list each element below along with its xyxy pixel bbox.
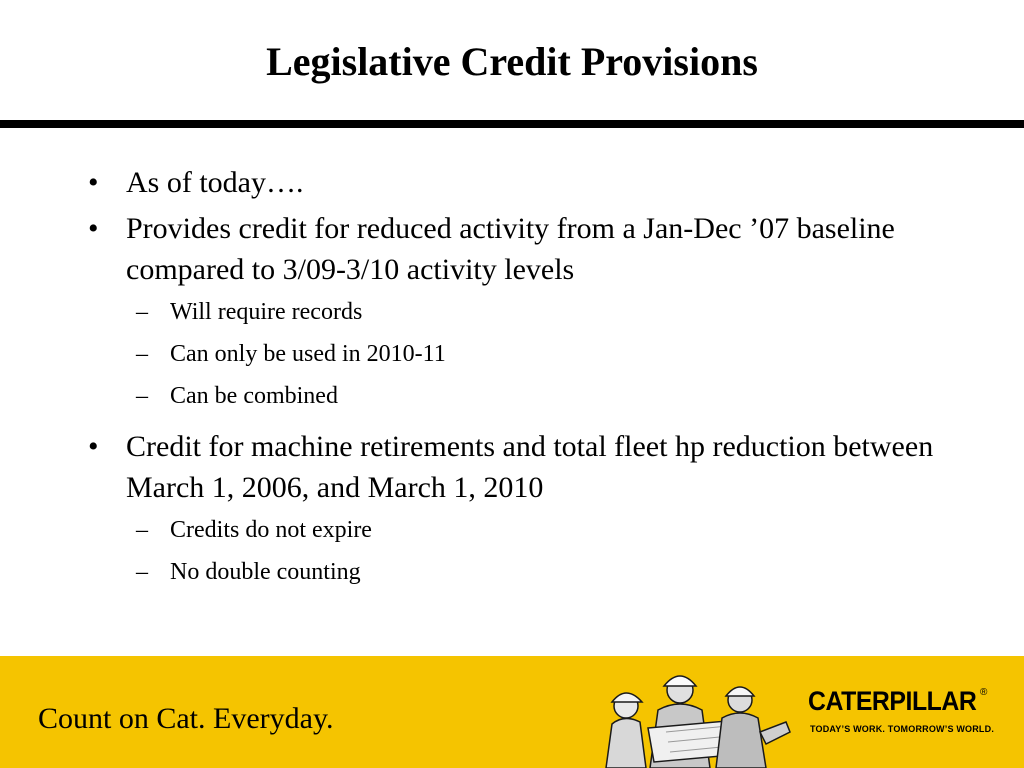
sub-bullet-marker: – [136,517,148,543]
bullet-marker: • [88,166,99,199]
sub-bullet-text: Credits do not expire [170,517,372,543]
logo-wordmark: CATERPILLAR [808,686,977,716]
sub-bullet-marker: – [136,341,148,367]
sub-bullet-text: Will require records [170,299,363,325]
bullet-marker: • [88,212,99,245]
bullet-item [0,426,1024,508]
slide-title: Legislative Credit Provisions [266,39,758,84]
title-divider [0,120,1024,128]
sub-bullet-text: Can only be used in 2010-11 [170,341,446,367]
sub-bullet-marker: – [136,559,148,585]
sub-bullet-item [0,296,1024,328]
sub-bullet-item [0,556,1024,588]
caterpillar-logo [808,684,998,744]
bullet-marker: • [88,430,99,463]
sub-bullet-item [0,338,1024,370]
logo-slogan: TODAY’S WORK. TOMORROW’S WORLD. [810,724,995,734]
bullet-item [0,162,1024,203]
bullet-text: Provides credit for reduced activity from a Jan-Dec ’07 baseline compared to 3/09-3/10 activity levels [126,212,895,286]
sub-bullet-text: No double counting [170,559,361,585]
bullet-list [0,162,1024,598]
sub-bullet-item [0,380,1024,412]
sub-bullet-marker: – [136,383,148,409]
sub-bullet-item [0,514,1024,546]
registered-mark: ® [980,687,988,698]
sub-bullet-text: Can be combined [170,383,338,409]
sub-bullet-marker: – [136,299,148,325]
construction-workers-photo [588,662,798,768]
bullet-text: Credit for machine retirements and total fleet hp reduction between March 1, 2006, and March 1, 2010 [126,430,934,504]
footer-bar [0,656,1024,768]
bullet-text: As of today…. [126,166,304,199]
bullet-item [0,208,1024,290]
footer-tagline: Count on Cat. Everyday. [38,702,334,735]
